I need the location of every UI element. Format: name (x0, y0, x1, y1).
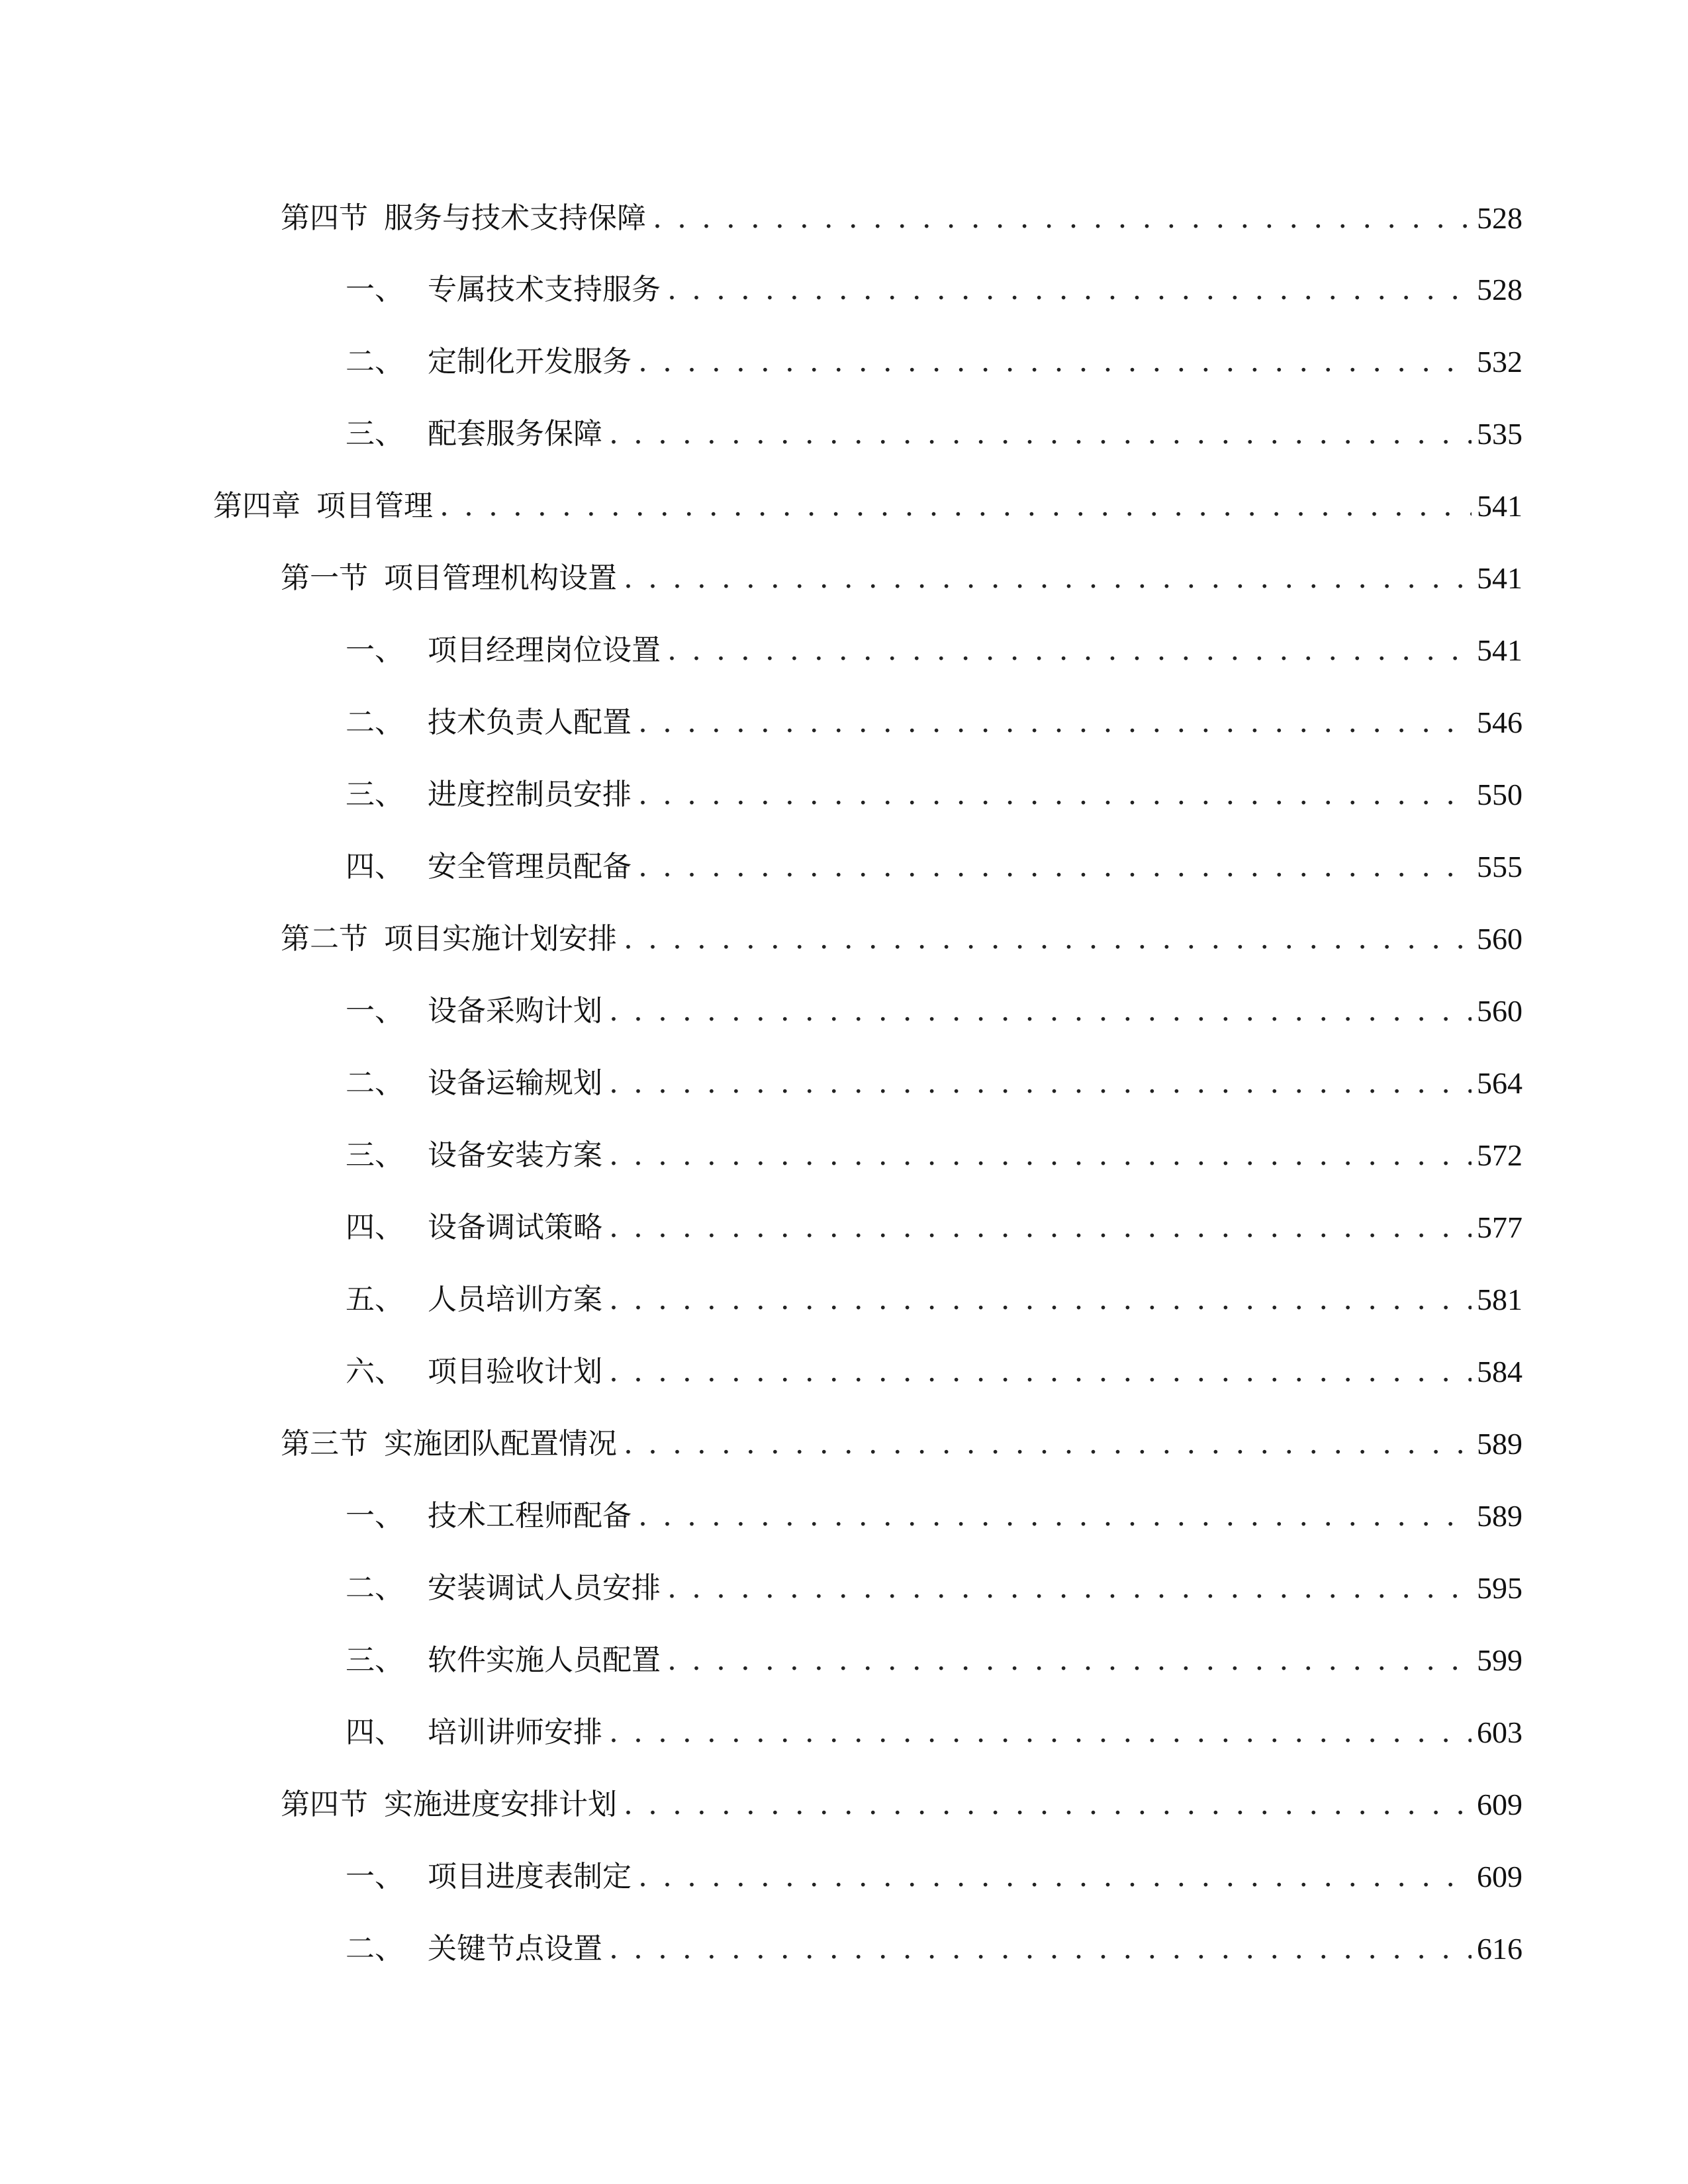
toc-entry-title: 培训讲师安排 (428, 1715, 602, 1749)
dot-leader (667, 1634, 1472, 1687)
dot-leader (638, 696, 1472, 749)
toc-page-number: 616 (1477, 1932, 1523, 1966)
toc-page-number: 577 (1477, 1210, 1523, 1244)
toc-entry-number: 第四章 (213, 489, 301, 523)
toc-entry-title: 项目管理机构设置 (384, 561, 617, 595)
toc-entry-subsection[interactable] (346, 1706, 1523, 1759)
toc-page-number: 546 (1477, 705, 1523, 739)
toc-entry-number: 第三节 (281, 1427, 368, 1461)
toc-entry-title: 实施团队配置情况 (384, 1427, 617, 1461)
toc-entry-subsection[interactable] (346, 1850, 1523, 1903)
toc-page-number: 581 (1477, 1283, 1523, 1316)
dot-leader (609, 1706, 1472, 1759)
dot-leader (609, 985, 1472, 1038)
toc-entry-title: 实施进度安排计划 (384, 1788, 617, 1821)
toc-page-number: 528 (1477, 201, 1523, 235)
toc-entry-number: 第四节 (281, 1788, 368, 1821)
toc-entry-title: 进度控制员安排 (428, 778, 632, 811)
toc-page-number: 595 (1477, 1571, 1523, 1605)
toc-entry-number: 一、 (346, 994, 404, 1028)
toc-entry-number: 六、 (346, 1355, 404, 1388)
toc-entry-title: 项目验收计划 (428, 1355, 602, 1388)
toc-entry-subsection[interactable] (346, 1129, 1523, 1182)
toc-page-number: 603 (1477, 1715, 1523, 1749)
toc-entry-number: 第一节 (281, 561, 368, 595)
toc-entry-subsection[interactable] (346, 263, 1523, 316)
toc-entry-title: 安全管理员配备 (428, 850, 632, 884)
toc-entry-subsection[interactable] (346, 1490, 1523, 1543)
toc-page-number: 550 (1477, 778, 1523, 811)
toc-entry-title: 设备安装方案 (428, 1138, 602, 1172)
toc-entry-number: 三、 (346, 417, 404, 451)
dot-leader (667, 624, 1472, 677)
toc-entry-section[interactable] (281, 913, 1523, 966)
toc-entry-title: 项目管理 (316, 489, 433, 523)
toc-entry-subsection[interactable] (346, 1345, 1523, 1398)
toc-page-number: 560 (1477, 922, 1523, 956)
toc-page-number: 541 (1477, 633, 1523, 667)
dot-leader (638, 1490, 1472, 1543)
toc-entry-number: 二、 (346, 1571, 404, 1605)
toc-entry-subsection[interactable] (346, 1634, 1523, 1687)
toc-entry-section[interactable] (281, 192, 1523, 245)
toc-entry-subsection[interactable] (346, 408, 1523, 461)
dot-leader (638, 1850, 1472, 1903)
toc-entry-title: 专属技术支持服务 (428, 273, 661, 306)
toc-page-number: 541 (1477, 561, 1523, 595)
toc-page-number: 564 (1477, 1066, 1523, 1100)
toc-entry-number: 三、 (346, 778, 404, 811)
toc-entry-title: 设备调试策略 (428, 1210, 602, 1244)
toc-entry-section[interactable] (281, 552, 1523, 605)
toc-entry-title: 软件实施人员配置 (428, 1643, 661, 1677)
dot-leader (609, 408, 1472, 461)
toc-entry-number: 二、 (346, 1932, 404, 1966)
toc-entry-title: 设备采购计划 (428, 994, 602, 1028)
toc-entry-number: 一、 (346, 273, 404, 306)
toc-entry-number: 二、 (346, 1066, 404, 1100)
toc-entry-subsection[interactable] (346, 696, 1523, 749)
dot-leader (624, 552, 1472, 605)
dot-leader (609, 1923, 1472, 1976)
toc-entry-number: 二、 (346, 705, 404, 739)
toc-entry-title: 设备运输规划 (428, 1066, 602, 1100)
toc-page-number: 528 (1477, 273, 1523, 306)
dot-leader (624, 1418, 1472, 1471)
toc-entry-title: 项目经理岗位设置 (428, 633, 661, 667)
toc-entry-subsection[interactable] (346, 1562, 1523, 1615)
toc-entry-title: 人员培训方案 (428, 1283, 602, 1316)
dot-leader (609, 1129, 1472, 1182)
toc-page-number: 609 (1477, 1788, 1523, 1821)
toc-page-number: 555 (1477, 850, 1523, 884)
dot-leader (638, 336, 1472, 388)
toc-entry-subsection[interactable] (346, 1201, 1523, 1254)
toc-entry-number: 三、 (346, 1138, 404, 1172)
dot-leader (609, 1201, 1472, 1254)
toc-entry-title: 服务与技术支持保障 (384, 201, 646, 235)
toc-page-number: 589 (1477, 1427, 1523, 1461)
toc-entry-title: 项目实施计划安排 (384, 922, 617, 956)
toc-entry-number: 第四节 (281, 201, 368, 235)
toc-entry-chapter[interactable] (213, 480, 1523, 533)
dot-leader (624, 1778, 1472, 1831)
dot-leader (609, 1057, 1472, 1110)
toc-entry-title: 配套服务保障 (428, 417, 602, 451)
toc-entry-number: 一、 (346, 1499, 404, 1533)
toc-entry-section[interactable] (281, 1418, 1523, 1471)
toc-page-number: 609 (1477, 1860, 1523, 1893)
toc-page-number: 599 (1477, 1643, 1523, 1677)
toc-entry-number: 四、 (346, 850, 404, 884)
toc-entry-section[interactable] (281, 1778, 1523, 1831)
toc-entry-number: 四、 (346, 1210, 404, 1244)
toc-page-number: 532 (1477, 345, 1523, 379)
toc-entry-number: 一、 (346, 1860, 404, 1893)
dot-leader (624, 913, 1472, 966)
toc-entry-subsection[interactable] (346, 336, 1523, 388)
toc-entry-number: 三、 (346, 1643, 404, 1677)
dot-leader (440, 480, 1472, 533)
toc-page-number: 535 (1477, 417, 1523, 451)
toc-entry-number: 二、 (346, 345, 404, 379)
toc-entry-subsection[interactable] (346, 624, 1523, 677)
toc-entry-number: 第二节 (281, 922, 368, 956)
dot-leader (638, 841, 1472, 893)
toc-entry-subsection[interactable] (346, 1923, 1523, 1976)
toc-entry-number: 五、 (346, 1283, 404, 1316)
toc-entry-subsection[interactable] (346, 1057, 1523, 1110)
toc-entry-title: 定制化开发服务 (428, 345, 632, 379)
toc-entry-title: 安装调试人员安排 (428, 1571, 661, 1605)
toc-entry-subsection[interactable] (346, 985, 1523, 1038)
dot-leader (653, 192, 1472, 245)
toc-entry-title: 技术工程师配备 (428, 1499, 632, 1533)
toc-entry-subsection[interactable] (346, 841, 1523, 893)
dot-leader (609, 1273, 1472, 1326)
toc-page-number: 560 (1477, 994, 1523, 1028)
dot-leader (667, 263, 1472, 316)
toc-entry-subsection[interactable] (346, 768, 1523, 821)
toc-entry-title: 技术负责人配置 (428, 705, 632, 739)
toc-page-number: 572 (1477, 1138, 1523, 1172)
toc-entry-number: 四、 (346, 1715, 404, 1749)
toc-page-number: 584 (1477, 1355, 1523, 1388)
toc-entry-subsection[interactable] (346, 1273, 1523, 1326)
toc-entry-title: 关键节点设置 (428, 1932, 602, 1966)
dot-leader (667, 1562, 1472, 1615)
dot-leader (609, 1345, 1472, 1398)
toc-entry-number: 一、 (346, 633, 404, 667)
toc-page-number: 541 (1477, 489, 1523, 523)
dot-leader (638, 768, 1472, 821)
toc-page-number: 589 (1477, 1499, 1523, 1533)
toc-entry-title: 项目进度表制定 (428, 1860, 632, 1893)
